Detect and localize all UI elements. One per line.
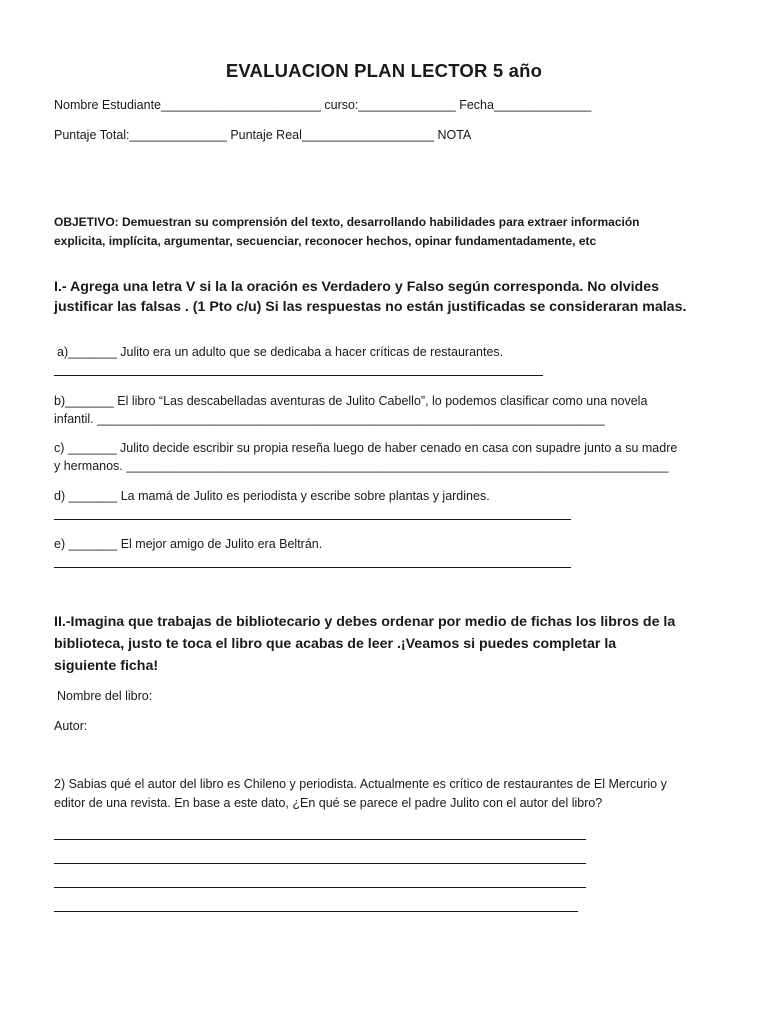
objective-line-1: OBJETIVO: Demuestran su comprensión del texto, desarrollando habilidades para extraer información xyxy=(54,215,640,229)
item-e-answer-line xyxy=(54,567,571,568)
item-a-answer-line xyxy=(54,375,543,376)
question-2-line-1: 2) Sabias qué el autor del libro es Chileno y periodista. Actualmente es crítico de restaurantes de El Mercurio y xyxy=(54,777,667,791)
item-d: d) _______ La mamá de Julito es periodista y escribe sobre plantas y jardines. xyxy=(54,489,490,503)
book-name-label: Nombre del libro: xyxy=(57,689,153,703)
section-1-heading-line-2: justificar las falsas . (1 Pto c/u) Si las respuestas no están justificadas se consideraran malas. xyxy=(54,299,687,315)
item-a: a)_______ Julito era un adulto que se dedicaba a hacer críticas de restaurantes. xyxy=(57,345,504,359)
item-d-answer-line xyxy=(54,519,571,520)
item-b-line-1: b)_______ El libro “Las descabelladas aventuras de Julito Cabello”, lo podemos clasificar como una novela xyxy=(54,394,648,408)
question-2-line-2: editor de una revista. En base a este dato, ¿En qué se parece el padre Julito con el autor del libro? xyxy=(54,796,603,810)
section-2-heading-line-2: biblioteca, justo te toca el libro que acabas de leer .¡Veamos si puedes completar la xyxy=(54,636,617,652)
answer-line-2 xyxy=(54,863,586,864)
section-2-heading-line-3: siguiente ficha! xyxy=(54,658,159,674)
answer-line-3 xyxy=(54,887,586,888)
answer-line-1 xyxy=(54,839,586,840)
score-info-line: Puntaje Total:______________ Puntaje Real___________________ NOTA xyxy=(54,128,472,142)
page-title: EVALUACION PLAN LECTOR 5 año xyxy=(225,60,543,81)
section-2-heading-line-1: II.-Imagina que trabajas de bibliotecario y debes ordenar por medio de fichas los libros de la xyxy=(54,614,676,630)
answer-line-4 xyxy=(54,911,578,912)
item-e: e) _______ El mejor amigo de Julito era Beltrán. xyxy=(54,537,323,551)
item-b-line-2: infantil. _________________________________________________________________________ xyxy=(54,412,605,426)
section-1-heading-line-1: I.- Agrega una letra V si la la oración es Verdadero y Falso según corresponda. No olvides xyxy=(54,279,659,295)
item-c-line-1: c) _______ Julito decide escribir su propia reseña luego de haber cenado en casa con supadre junto a su madre xyxy=(54,441,678,455)
student-info-line: Nombre Estudiante_______________________ curso:______________ Fecha______________ xyxy=(54,98,592,112)
item-c-line-2: y hermanos. ______________________________________________________________________________ xyxy=(54,459,669,473)
author-label: Autor: xyxy=(54,719,88,733)
objective-line-2: explicita, implícita, argumentar, secuenciar, reconocer hechos, opinar fundamentadamente, etc xyxy=(54,234,597,248)
